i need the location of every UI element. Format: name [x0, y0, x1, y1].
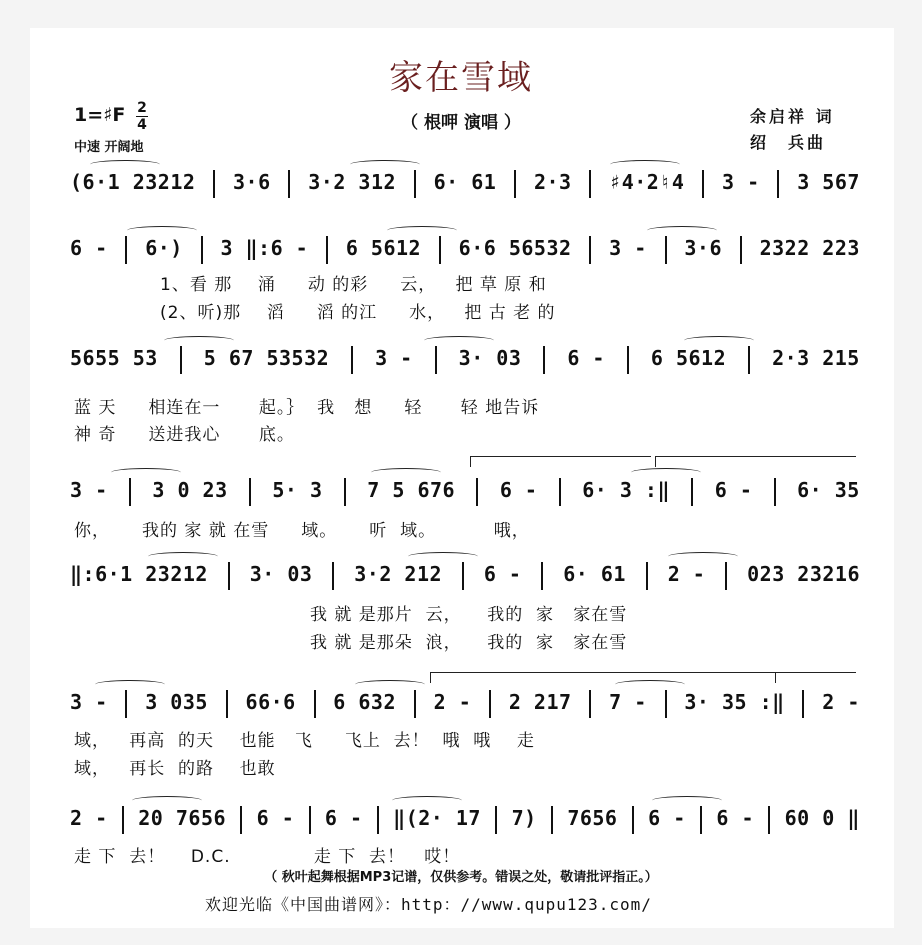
measure: 7656 — [567, 806, 618, 830]
measure: 3·2 212 — [354, 562, 443, 586]
measure: 6 632 — [333, 690, 397, 714]
bar-line — [180, 346, 182, 374]
slur-mark — [111, 468, 181, 477]
measure: 6 - — [648, 806, 686, 830]
bar-line — [514, 170, 516, 198]
measure: 5 67 53532 — [203, 346, 330, 370]
measure: 7 5 676 — [367, 478, 456, 502]
slur-mark — [610, 160, 680, 169]
bar-line — [691, 478, 693, 506]
notation-row — [70, 806, 860, 834]
measure: ‖:6·1 23212 — [70, 562, 208, 586]
slur-mark — [132, 796, 202, 805]
measure: 6 - — [70, 236, 108, 260]
lyric-line: 1、看 那 涌 动 的彩 云， 把 草 原 和 — [160, 275, 547, 295]
notation-row — [70, 346, 860, 374]
lyric-line: 你， 我的 家 就 在雪 域。 听 域。 哦， — [74, 521, 530, 541]
lyricist-credit: 余启祥 词 — [750, 107, 835, 126]
bar-line — [326, 236, 328, 264]
bar-line — [213, 170, 215, 198]
bar-line — [589, 170, 591, 198]
bar-line — [627, 346, 629, 374]
slur-mark — [647, 226, 717, 235]
measure: 6 - — [716, 806, 754, 830]
lyric-line: 域， 再长 的路 也敢 — [74, 759, 276, 779]
slur-mark — [424, 336, 494, 345]
measure: 6· 61 — [563, 562, 626, 586]
measure: 6 - — [483, 562, 522, 586]
bar-line — [665, 690, 667, 718]
measure: 6·6 56532 — [458, 236, 572, 260]
measure: 3·2 312 — [308, 170, 397, 194]
slur-mark — [684, 336, 754, 345]
time-signature — [136, 100, 148, 133]
measure: 2 - — [433, 690, 472, 714]
bar-line — [125, 236, 127, 264]
slur-mark — [371, 468, 441, 477]
bar-line — [125, 690, 127, 718]
bar-line — [201, 236, 203, 264]
bar-line — [226, 690, 228, 718]
measure: 60 0 ‖ — [784, 806, 860, 830]
bar-line — [495, 806, 497, 834]
song-title: 家在雪域 — [389, 58, 533, 98]
measure: 6 - — [714, 478, 753, 502]
lyric-line: 我 就 是那朵 浪， 我的 家 家在雪 — [310, 633, 628, 653]
bar-line — [309, 806, 311, 834]
key-signature: 1=♯F — [74, 104, 126, 126]
notation-row — [70, 170, 860, 198]
lyric-line: 我 就 是那片 云， 我的 家 家在雪 — [310, 605, 628, 625]
measure: 2 - — [667, 562, 706, 586]
bar-line — [476, 478, 478, 506]
measure: 6 - — [499, 478, 538, 502]
measure: 3 - — [70, 478, 108, 502]
bar-line — [768, 806, 770, 834]
measure: 6 - — [567, 346, 605, 370]
bar-line — [489, 690, 491, 718]
bar-line — [249, 478, 251, 506]
measure: ‖(2· 17 — [393, 806, 481, 830]
lyric-line: 走 下 去！ D.C. 走 下 去！ 哎！ — [74, 847, 461, 867]
slur-mark — [127, 226, 197, 235]
slur-mark — [392, 796, 462, 805]
bar-line — [774, 478, 776, 506]
bar-line — [439, 236, 441, 264]
measure: 3 - — [375, 346, 413, 370]
measure: 6 5612 — [345, 236, 422, 260]
bar-line — [541, 562, 543, 590]
bar-line — [646, 562, 648, 590]
measure: (6·1 23212 — [70, 170, 196, 194]
slur-mark — [387, 226, 457, 235]
notation-row — [70, 690, 860, 718]
bar-line — [351, 346, 353, 374]
bar-line — [665, 236, 667, 264]
measure: 66·6 — [245, 690, 296, 714]
slur-mark — [350, 160, 420, 169]
bar-line — [314, 690, 316, 718]
measure: 6· 61 — [433, 170, 497, 194]
slur-mark — [164, 336, 234, 345]
slur-mark — [148, 552, 218, 561]
bar-line — [700, 806, 702, 834]
slur-mark — [355, 680, 425, 689]
measure: 6 5612 — [650, 346, 727, 370]
measure: 2 - — [70, 806, 108, 830]
notation-row — [70, 236, 860, 264]
measure: 6 - — [324, 806, 363, 830]
measure: 3 035 — [145, 690, 208, 714]
bar-line — [344, 478, 346, 506]
bar-line — [702, 170, 704, 198]
bar-line — [589, 236, 591, 264]
slur-mark — [95, 680, 165, 689]
measure: 3 - — [609, 236, 647, 260]
measure: 2·3 — [533, 170, 572, 194]
bar-line — [777, 170, 779, 198]
time-sig-bottom: 4 — [137, 117, 147, 133]
slur-mark — [90, 160, 160, 169]
bar-line — [589, 690, 591, 718]
bar-line — [748, 346, 750, 374]
lyric-line: 神 奇 送进我心 底。 — [74, 425, 295, 445]
measure: 3·6 — [233, 170, 271, 194]
bar-line — [240, 806, 242, 834]
measure: 7) — [511, 806, 537, 830]
lyric-line: (2、听)那 滔 滔 的江 水， 把 古 老 的 — [160, 303, 556, 323]
measure: 6· 35 — [797, 478, 860, 502]
bar-line — [543, 346, 545, 374]
measure: 3 - — [722, 170, 760, 194]
bar-line — [414, 690, 416, 718]
bar-line — [122, 806, 124, 834]
bar-line — [332, 562, 334, 590]
measure: 6· 3 :‖ — [582, 478, 671, 502]
measure: 6·) — [145, 236, 183, 260]
bar-line — [414, 170, 416, 198]
transcriber-note: （ 秋叶起舞根据MP3记谱，仅供参考。错误之处，敬请批评指正。） — [264, 870, 658, 885]
notation-row — [70, 562, 860, 590]
bar-line — [462, 562, 464, 590]
bar-line — [228, 562, 230, 590]
measure: 3· 35 :‖ — [684, 690, 785, 714]
bar-line — [435, 346, 437, 374]
slur-mark — [631, 468, 701, 477]
measure: 2322 223 — [759, 236, 860, 260]
measure: 5655 53 — [70, 346, 158, 370]
measure: ♯4·2♮4 — [609, 170, 685, 194]
volta-bracket — [655, 456, 856, 467]
measure: 3 0 23 — [152, 478, 228, 502]
volta-bracket — [775, 672, 856, 683]
tempo-marking: 中速 开阔地 — [74, 140, 144, 155]
bar-line — [129, 478, 131, 506]
bar-line — [632, 806, 634, 834]
measure: 6 - — [256, 806, 295, 830]
lyric-line: 域， 再高 的天 也能 飞 飞上 去！ 哦 哦 走 — [74, 731, 535, 751]
measure: 2 217 — [508, 690, 572, 714]
performer-subtitle: （ 根呷 演唱 ） — [401, 113, 521, 133]
measure: 2 - — [822, 690, 860, 714]
bar-line — [725, 562, 727, 590]
slur-mark — [408, 552, 478, 561]
bar-line — [559, 478, 561, 506]
volta-bracket — [430, 672, 776, 683]
measure: 5· 3 — [272, 478, 323, 502]
notation-row — [70, 478, 860, 506]
bar-line — [288, 170, 290, 198]
bar-line — [377, 806, 379, 834]
measure: 3·6 — [684, 236, 722, 260]
measure: 3· 03 — [458, 346, 522, 370]
bar-line — [740, 236, 742, 264]
measure: 7 - — [609, 690, 647, 714]
measure: 3 ‖:6 - — [220, 236, 309, 260]
slur-mark — [668, 552, 738, 561]
measure: 023 23216 — [747, 562, 860, 586]
volta-bracket — [470, 456, 651, 467]
measure: 20 7656 — [138, 806, 227, 830]
measure: 2·3 215 — [772, 346, 860, 370]
bar-line — [802, 690, 804, 718]
bar-line — [551, 806, 553, 834]
measure: 3· 03 — [249, 562, 313, 586]
composer-credit: 绍 兵曲 — [750, 133, 827, 152]
lyric-line: 蓝 天 相连在一 起。｝ 我 想 轻 轻 地告诉 — [74, 398, 540, 418]
measure: 3 567 — [797, 170, 860, 194]
time-sig-top: 2 — [137, 100, 147, 116]
slur-mark — [652, 796, 722, 805]
website-line: 欢迎光临《中国曲谱网》：http：//www.qupu123.com/ — [205, 895, 652, 914]
measure: 3 - — [70, 690, 108, 714]
